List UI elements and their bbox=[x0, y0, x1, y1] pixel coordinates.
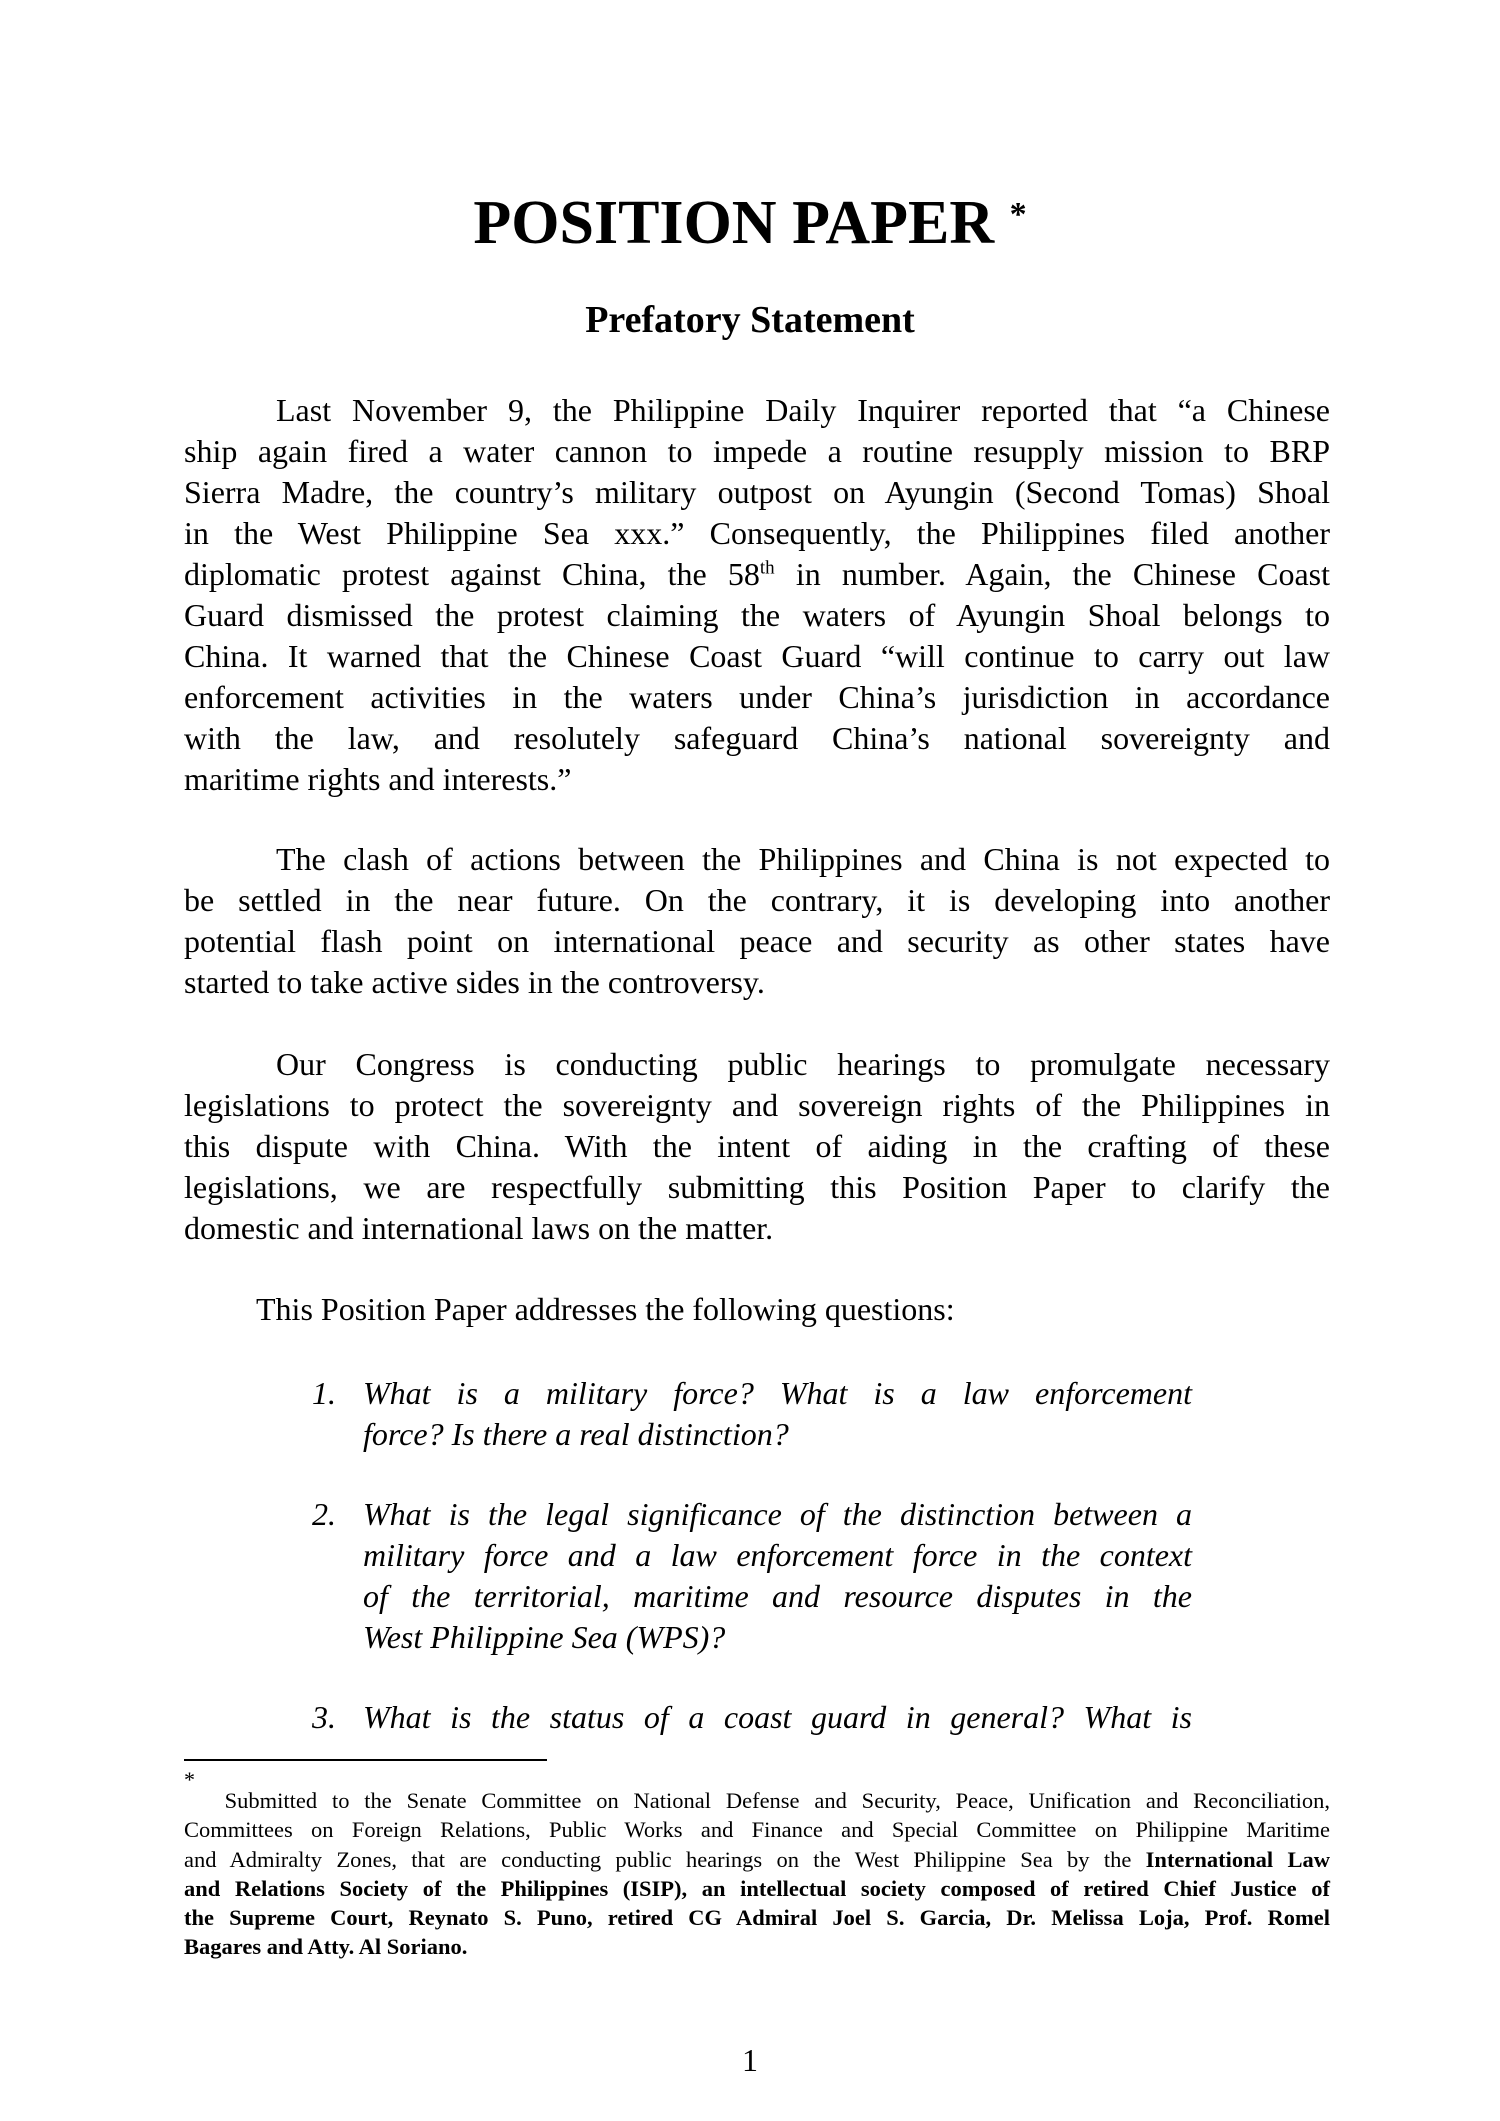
section-heading: Prefatory Statement bbox=[585, 299, 915, 341]
text-line: What is the legal significance of the distinction between a bbox=[363, 1496, 1192, 1532]
superscript: * bbox=[184, 1767, 195, 1792]
question-number: 1. bbox=[312, 1375, 336, 1411]
text-line: domestic and international laws on the matter. bbox=[184, 1210, 774, 1246]
text-line: The clash of actions between the Philippines and China is not expected to bbox=[276, 841, 1330, 877]
text-line: started to take active sides in the controversy. bbox=[184, 964, 765, 1000]
question-text bbox=[363, 1494, 1192, 1658]
title-text: POSITION PAPER bbox=[473, 189, 995, 257]
text-line: of the territorial, maritime and resource disputes in the bbox=[363, 1578, 1192, 1614]
text-line: Guard dismissed the protest claiming the waters of Ayungin Shoal belongs to bbox=[184, 597, 1330, 633]
footnote-divider bbox=[184, 1759, 547, 1761]
text-segment: and Admiralty Zones, that are conducting public hearings on the West Philippine Sea by the bbox=[184, 1846, 1146, 1872]
text-line: Our Congress is conducting public hearings to promulgate necessary bbox=[276, 1046, 1330, 1082]
text-segment: Submitted to the Senate Committee on National Defense and Security, Peace, Unification and Reconciliation, bbox=[195, 1788, 1330, 1813]
text-segment: Bagares and Atty. Al Soriano. bbox=[184, 1934, 468, 1960]
text-line: potential flash point on international peace and security as other states have bbox=[184, 923, 1330, 959]
text-segment: diplomatic protest against China, the 58 bbox=[184, 556, 760, 592]
text-line: What is the status of a coast guard in general? What is bbox=[363, 1699, 1192, 1735]
text-line bbox=[184, 554, 1330, 595]
page-title bbox=[0, 188, 1500, 258]
text-line bbox=[184, 1815, 1330, 1844]
text-line: ship again fired a water cannon to impede a routine resupply mission to BRP bbox=[184, 433, 1330, 469]
page-number: 1 bbox=[742, 2042, 758, 2078]
paragraph-3 bbox=[184, 1044, 1330, 1249]
text-line bbox=[184, 1845, 1330, 1874]
text-line: Last November 9, the Philippine Daily Inquirer reported that “a Chinese bbox=[276, 392, 1330, 428]
text-line: Sierra Madre, the country’s military outpost on Ayungin (Second Tomas) Shoal bbox=[184, 474, 1330, 510]
question-number: 3. bbox=[312, 1699, 336, 1735]
superscript: th bbox=[759, 557, 775, 579]
question-text bbox=[363, 1373, 1192, 1455]
text-line: West Philippine Sea (WPS)? bbox=[363, 1619, 726, 1655]
text-line: this dispute with China. With the intent of aiding in the crafting of these bbox=[184, 1128, 1330, 1164]
text-line bbox=[184, 1903, 1330, 1932]
question-text bbox=[363, 1697, 1192, 1738]
text-segment: Committees on Foreign Relations, Public Works and Finance and Special Committee on Philippine Maritime bbox=[184, 1817, 1330, 1843]
text-segment: the Supreme Court, Reynato S. Puno, retired CG Admiral Joel S. Garcia, Dr. Melissa Loja, Prof. Romel bbox=[184, 1905, 1330, 1931]
text-line: force? Is there a real distinction? bbox=[363, 1416, 789, 1452]
paragraph-1 bbox=[184, 390, 1330, 800]
text-line: maritime rights and interests.” bbox=[184, 761, 572, 797]
text-line bbox=[184, 1932, 1330, 1961]
text-line bbox=[184, 1874, 1330, 1903]
paragraph-2 bbox=[184, 839, 1330, 1003]
text-line: legislations to protect the sovereignty and sovereign rights of the Philippines in bbox=[184, 1087, 1330, 1123]
text-line: enforcement activities in the waters under China’s jurisdiction in accordance bbox=[184, 679, 1330, 715]
text-segment: in number. Again, the Chinese Coast bbox=[774, 556, 1331, 592]
text-line: military force and a law enforcement force in the context bbox=[363, 1537, 1192, 1573]
text-segment: International Law bbox=[1145, 1846, 1330, 1872]
question-number: 2. bbox=[312, 1496, 336, 1532]
text-line: with the law, and resolutely safeguard China’s national sovereignty and bbox=[184, 720, 1330, 756]
text-line: What is a military force? What is a law enforcement bbox=[363, 1375, 1192, 1411]
text-segment: and Relations Society of the Philippines (ISIP), an intellectual society composed of retired Chief Justice of bbox=[184, 1875, 1330, 1901]
footnote-marker: * bbox=[1009, 196, 1027, 233]
text-line: China. It warned that the Chinese Coast Guard “will continue to carry out law bbox=[184, 638, 1330, 674]
footnote bbox=[184, 1767, 1330, 1962]
text-line: legislations, we are respectfully submitting this Position Paper to clarify the bbox=[184, 1169, 1330, 1205]
text-line: in the West Philippine Sea xxx.” Consequently, the Philippines filed another bbox=[184, 515, 1330, 551]
text-line: be settled in the near future. On the contrary, it is developing into another bbox=[184, 882, 1330, 918]
questions-intro: This Position Paper addresses the following questions: bbox=[256, 1291, 955, 1327]
text-line bbox=[184, 1767, 1330, 1815]
